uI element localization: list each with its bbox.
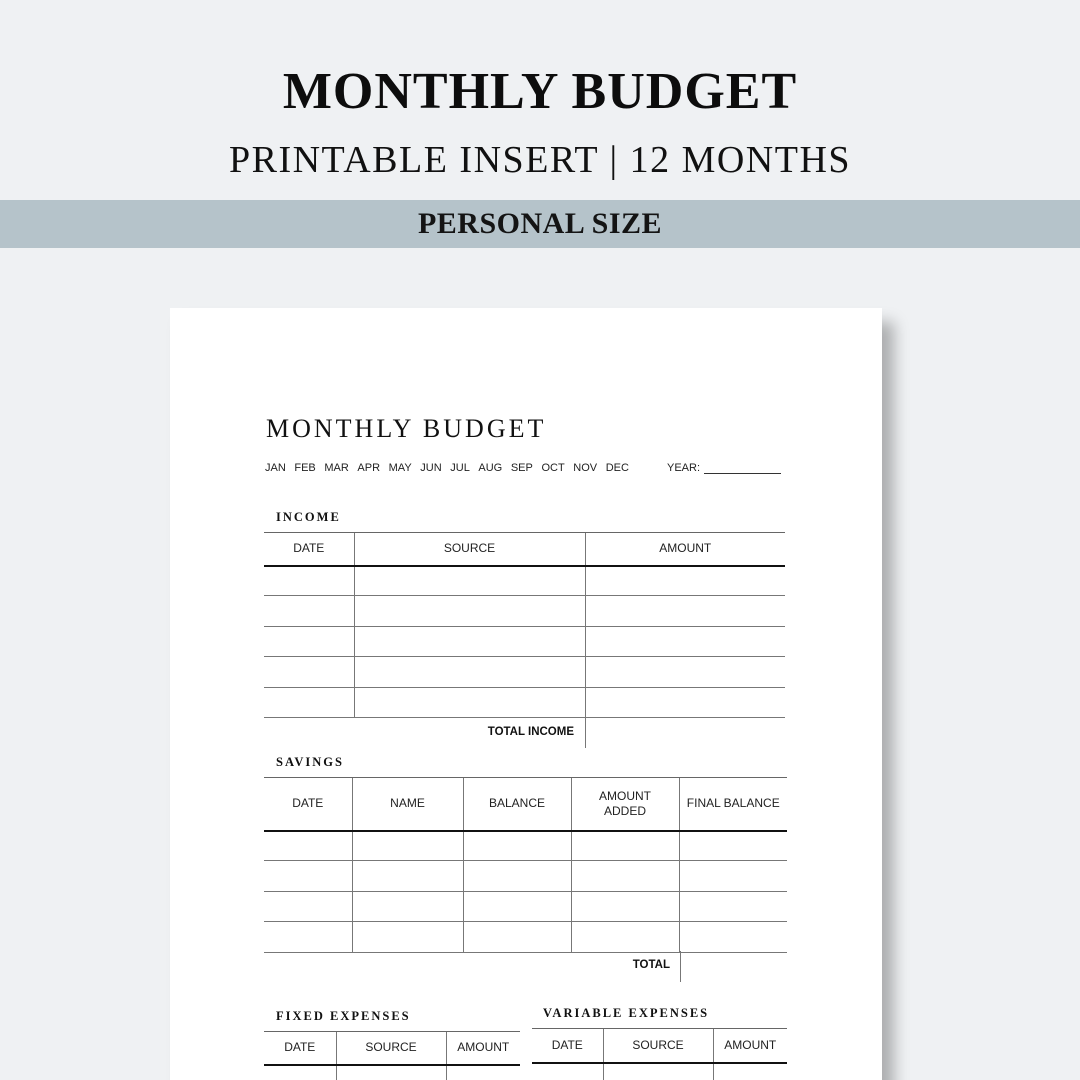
table-row	[264, 831, 787, 861]
table-cell[interactable]	[336, 1065, 446, 1080]
table-row	[264, 657, 785, 687]
table-cell[interactable]	[354, 687, 585, 717]
table-cell[interactable]	[463, 831, 571, 861]
income-col-amount: AMOUNT	[585, 533, 785, 566]
income-col-source: SOURCE	[354, 533, 585, 566]
month-label[interactable]: JUN	[420, 462, 442, 474]
income-table	[264, 532, 785, 718]
month-selector	[265, 462, 638, 474]
table-cell[interactable]	[264, 657, 354, 687]
total-savings-label: TOTAL	[632, 959, 670, 971]
headline-subtitle: PRINTABLE INSERT | 12 MONTHS	[228, 139, 852, 181]
income-col-date: DATE	[264, 533, 354, 566]
variable-expenses-title: VARIABLE EXPENSES	[543, 1006, 710, 1020]
month-label[interactable]: SEP	[510, 462, 533, 474]
headline-title: MONTHLY BUDGET	[282, 63, 798, 120]
fixed-expenses-table	[264, 1031, 520, 1080]
table-cell[interactable]	[352, 891, 463, 921]
table-cell[interactable]	[679, 922, 787, 952]
table-cell[interactable]	[264, 1065, 336, 1080]
table-cell[interactable]	[585, 626, 785, 656]
table-cell[interactable]	[352, 922, 463, 952]
table-row	[264, 891, 787, 921]
year-label: YEAR:	[667, 462, 701, 474]
table-cell[interactable]	[354, 657, 585, 687]
table-row	[264, 687, 785, 717]
table-row	[264, 566, 785, 596]
table-row	[264, 596, 785, 626]
table-cell[interactable]	[571, 831, 679, 861]
savings-col-final-balance: FINAL BALANCE	[679, 778, 787, 831]
table-cell[interactable]	[264, 566, 354, 596]
month-label[interactable]: OCT	[541, 462, 565, 474]
income-section-title: INCOME	[276, 510, 341, 524]
table-cell[interactable]	[532, 1063, 603, 1080]
table-cell[interactable]	[264, 861, 352, 891]
table-cell[interactable]	[264, 831, 352, 861]
table-cell[interactable]	[571, 922, 679, 952]
month-label[interactable]: DEC	[605, 462, 629, 474]
variable-col-amount: AMOUNT	[713, 1029, 787, 1063]
table-cell[interactable]	[352, 861, 463, 891]
table-cell[interactable]	[264, 922, 352, 952]
savings-section-title: SAVINGS	[276, 755, 344, 769]
size-banner-label: PERSONAL SIZE	[417, 207, 663, 240]
table-row	[264, 861, 787, 891]
table-row	[264, 1065, 520, 1080]
table-cell[interactable]	[571, 891, 679, 921]
table-cell[interactable]	[571, 861, 679, 891]
table-cell[interactable]	[585, 657, 785, 687]
savings-col-amount-added: AMOUNT ADDED	[571, 778, 679, 831]
month-label[interactable]: MAY	[388, 462, 412, 474]
table-cell[interactable]	[354, 626, 585, 656]
month-label[interactable]: FEB	[294, 462, 316, 474]
table-row	[264, 922, 787, 952]
savings-col-date: DATE	[264, 778, 352, 831]
year-blank-line[interactable]	[704, 464, 781, 474]
month-label[interactable]: AUG	[478, 462, 503, 474]
table-cell[interactable]	[354, 596, 585, 626]
table-cell[interactable]	[679, 831, 787, 861]
table-cell[interactable]	[352, 831, 463, 861]
table-cell[interactable]	[585, 687, 785, 717]
variable-col-source: SOURCE	[603, 1029, 713, 1063]
table-cell[interactable]	[679, 861, 787, 891]
total-income-divider	[585, 717, 586, 748]
table-cell[interactable]	[264, 596, 354, 626]
table-cell[interactable]	[679, 891, 787, 921]
table-cell[interactable]	[713, 1063, 787, 1080]
fixed-expenses-title: FIXED EXPENSES	[276, 1009, 411, 1023]
table-cell[interactable]	[463, 861, 571, 891]
table-cell[interactable]	[264, 626, 354, 656]
size-banner	[0, 200, 1080, 248]
table-cell[interactable]	[264, 891, 352, 921]
savings-col-balance: BALANCE	[463, 778, 571, 831]
table-row	[264, 626, 785, 656]
savings-col-name: NAME	[352, 778, 463, 831]
variable-expenses-table	[532, 1028, 787, 1080]
month-label[interactable]: MAR	[324, 462, 349, 474]
year-field[interactable]	[667, 462, 781, 474]
table-cell[interactable]	[446, 1065, 520, 1080]
month-label[interactable]: JAN	[265, 462, 286, 474]
table-cell[interactable]	[264, 687, 354, 717]
fixed-col-source: SOURCE	[336, 1032, 446, 1065]
month-label[interactable]: APR	[357, 462, 381, 474]
fixed-col-date: DATE	[264, 1032, 336, 1065]
table-cell[interactable]	[585, 566, 785, 596]
month-label[interactable]: JUL	[450, 462, 470, 474]
fixed-col-amount: AMOUNT	[446, 1032, 520, 1065]
table-cell[interactable]	[603, 1063, 713, 1080]
sheet-title: MONTHLY BUDGET	[266, 414, 547, 443]
table-cell[interactable]	[585, 596, 785, 626]
savings-table	[264, 777, 787, 953]
table-cell[interactable]	[463, 922, 571, 952]
table-row	[532, 1063, 787, 1080]
variable-col-date: DATE	[532, 1029, 603, 1063]
table-cell[interactable]	[354, 566, 585, 596]
month-label[interactable]: NOV	[573, 462, 598, 474]
table-cell[interactable]	[463, 891, 571, 921]
total-income-label: TOTAL INCOME	[487, 726, 574, 738]
total-savings-divider	[680, 951, 681, 982]
